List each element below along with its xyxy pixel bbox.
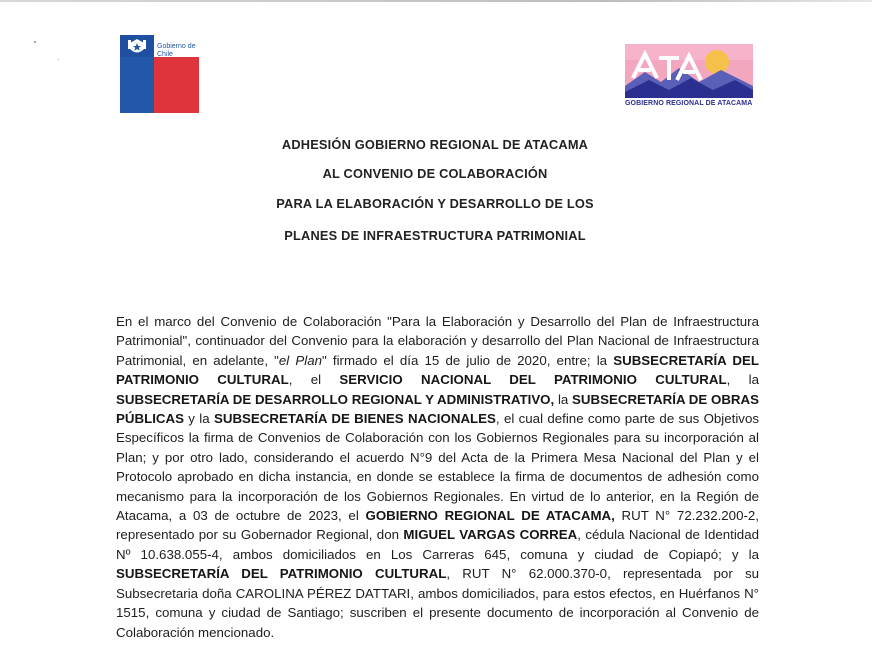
body-italic-term: el Plan	[278, 352, 323, 368]
party-name: SERVICIO NACIONAL DEL PATRIMONIO CULTURAL	[339, 372, 727, 388]
body-text: , cédula Nacional de Identidad Nº 10.638.055-4, ambos domiciliados en Los Carreras 645, comuna y ciudad de Copiapó; y la	[116, 527, 759, 562]
title-line-3: PARA LA ELABORACIÓN Y DESARROLLO DE LOS	[276, 196, 594, 211]
body-text: la	[554, 391, 573, 407]
gobierno-de-chile-logo	[120, 35, 199, 113]
body-paragraph	[116, 312, 759, 642]
title-line-1: ADHESIÓN GOBIERNO REGIONAL DE ATACAMA	[281, 137, 589, 152]
party-name: SUBSECRETARÍA DE BIENES NACIONALES	[213, 411, 496, 427]
body-text: RUT N° 72.232.200-2, representado por su Gobernador Regional, don	[116, 508, 759, 543]
body-text: , la	[726, 372, 760, 388]
title-line-4: PLANES DE INFRAESTRUCTURA PATRIMONIAL	[284, 228, 586, 243]
party-name: SUBSECRETARÍA DEL PATRIMONIO CULTURAL	[116, 566, 447, 582]
page-top-edge	[0, 0, 872, 2]
chile-government-shield-icon	[126, 37, 148, 57]
body-text: En el marco del Convenio de Colaboración "Para la Elaboración y Desarrollo del Plan de Infraestructura Patrimonial", continuador del Convenio para la elaboración y desarrollo del Plan Nacional de Infraestructura Patrimonial, en adelante, "	[116, 314, 759, 368]
atacama-mountains-sun-icon	[625, 42, 753, 100]
scan-speck	[34, 41, 36, 43]
body-text: " firmado el día 15 de julio de 2020, entre; la	[322, 352, 614, 368]
flag-blue-band	[120, 57, 154, 113]
party-name: SUBSECRETARÍA DEL PATRIMONIO CULTURAL	[116, 352, 759, 388]
party-name: GOBIERNO REGIONAL DE ATACAMA,	[365, 508, 615, 524]
person-name: MIGUEL VARGAS CORREA	[403, 527, 578, 543]
atacama-logo-caption: GOBIERNO REGIONAL DE ATACAMA	[625, 100, 753, 107]
body-text: , el cual define como parte de sus Objetivos Específicos la firma de Convenios de Colaboración con los Gobiernos Regionales para su incorporación al Plan; y por otro lado, considerando el acuerdo N°9 del Acta de la Primera Mesa Nacional del Plan y el Protocolo aprobado en dicha instancia, en donde se establece la firma de documentos de adhesión como mecanismo para la incorporación de los Gobiernos Regionales. En virtud de lo anterior, en la Región de Atacama, a 03 de octubre de 2023, el	[116, 411, 759, 524]
party-name: SUBSECRETARÍA DE OBRAS PÚBLICAS	[116, 391, 759, 427]
body-text: , RUT N° 62.000.370-0, representada por su Subsecretaria doña CAROLINA PÉREZ DATTARI, ambos domiciliados, para estos efectos, en Huérfanos N° 1515, comuna y ciudad de Santiago; suscriben el presente documento de incorporación al Convenio de Colaboración mencionado.	[116, 566, 759, 640]
scan-speck	[58, 59, 59, 60]
party-name: SUBSECRETARÍA DE DESARROLLO REGIONAL Y ADMINISTRATIVO,	[116, 391, 555, 407]
title-line-2: AL CONVENIO DE COLABORACIÓN	[322, 166, 548, 181]
gobierno-de-chile-text: Gobierno de Chile	[157, 43, 196, 58]
body-text: y la	[183, 411, 214, 427]
body-text: , el	[288, 372, 340, 388]
gobierno-regional-atacama-logo	[625, 42, 753, 110]
